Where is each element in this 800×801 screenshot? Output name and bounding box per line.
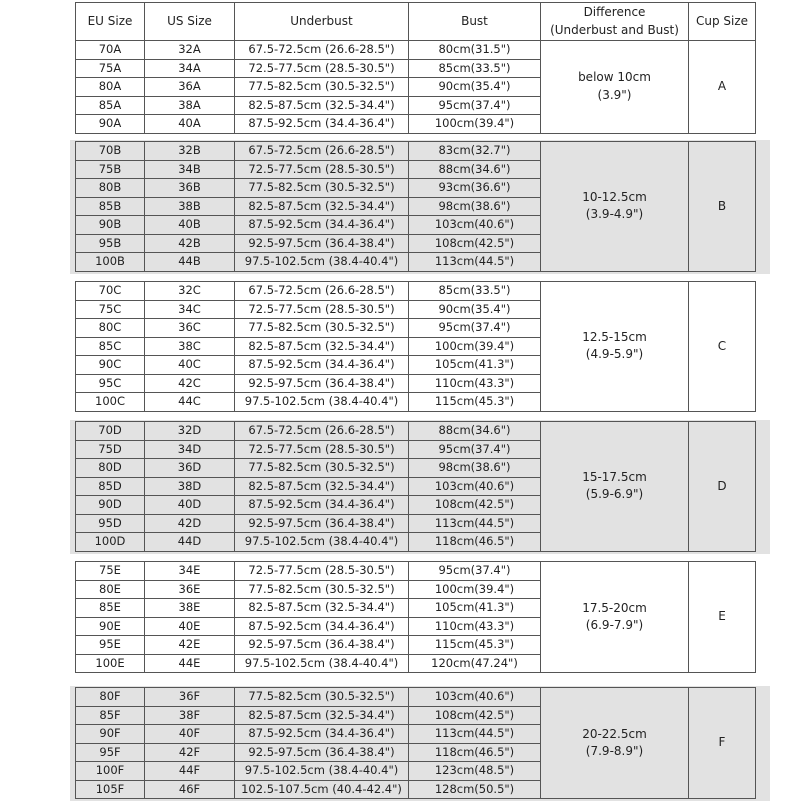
bust-cell: 80cm(31.5") (408, 40, 541, 60)
underbust-cell: 77.5-82.5cm (30.5-32.5") (234, 77, 409, 97)
underbust-cell: 72.5-77.5cm (28.5-30.5") (234, 300, 409, 320)
header-eu-size: EU Size (75, 2, 145, 41)
difference-cell: 17.5-20cm (6.9-7.9") (540, 561, 689, 673)
eu-size-cell: 90C (75, 355, 145, 375)
bust-cell: 88cm(34.6") (408, 160, 541, 180)
eu-size-cell: 100E (75, 654, 145, 674)
header-us-size: US Size (144, 2, 235, 41)
underbust-cell: 87.5-92.5cm (34.4-36.4") (234, 215, 409, 235)
underbust-cell: 92.5-97.5cm (36.4-38.4") (234, 743, 409, 763)
us-size-cell: 40A (144, 114, 235, 134)
us-size-cell: 44E (144, 654, 235, 674)
bust-cell: 95cm(37.4") (408, 561, 541, 581)
eu-size-cell: 70B (75, 141, 145, 161)
us-size-cell: 42F (144, 743, 235, 763)
eu-size-cell: 95B (75, 234, 145, 254)
us-size-cell: 42C (144, 374, 235, 394)
underbust-cell: 82.5-87.5cm (32.5-34.4") (234, 337, 409, 357)
eu-size-cell: 85E (75, 598, 145, 618)
underbust-cell: 82.5-87.5cm (32.5-34.4") (234, 477, 409, 497)
cup-size-cell: A (688, 40, 756, 134)
eu-size-cell: 70D (75, 421, 145, 441)
underbust-cell: 97.5-102.5cm (38.4-40.4") (234, 532, 409, 552)
us-size-cell: 44B (144, 252, 235, 272)
bust-cell: 98cm(38.6") (408, 197, 541, 217)
underbust-cell: 72.5-77.5cm (28.5-30.5") (234, 440, 409, 460)
underbust-cell: 92.5-97.5cm (36.4-38.4") (234, 635, 409, 655)
underbust-cell: 87.5-92.5cm (34.4-36.4") (234, 617, 409, 637)
underbust-cell: 72.5-77.5cm (28.5-30.5") (234, 59, 409, 79)
bust-cell: 105cm(41.3") (408, 355, 541, 375)
bust-cell: 90cm(35.4") (408, 300, 541, 320)
eu-size-cell: 75C (75, 300, 145, 320)
underbust-cell: 67.5-72.5cm (26.6-28.5") (234, 281, 409, 301)
underbust-cell: 92.5-97.5cm (36.4-38.4") (234, 374, 409, 394)
bust-cell: 88cm(34.6") (408, 421, 541, 441)
bust-cell: 113cm(44.5") (408, 514, 541, 534)
bust-cell: 113cm(44.5") (408, 724, 541, 744)
eu-size-cell: 85D (75, 477, 145, 497)
eu-size-cell: 85C (75, 337, 145, 357)
underbust-cell: 97.5-102.5cm (38.4-40.4") (234, 761, 409, 781)
bust-cell: 100cm(39.4") (408, 580, 541, 600)
us-size-cell: 36B (144, 178, 235, 198)
cup-size-cell: D (688, 421, 756, 552)
bust-cell: 123cm(48.5") (408, 761, 541, 781)
underbust-cell: 102.5-107.5cm (40.4-42.4") (234, 780, 409, 800)
difference-cell: 10-12.5cm (3.9-4.9") (540, 141, 689, 272)
us-size-cell: 40C (144, 355, 235, 375)
us-size-cell: 36A (144, 77, 235, 97)
bust-cell: 95cm(37.4") (408, 318, 541, 338)
us-size-cell: 38D (144, 477, 235, 497)
bust-cell: 95cm(37.4") (408, 96, 541, 116)
eu-size-cell: 80A (75, 77, 145, 97)
us-size-cell: 38E (144, 598, 235, 618)
bust-cell: 108cm(42.5") (408, 234, 541, 254)
eu-size-cell: 75D (75, 440, 145, 460)
eu-size-cell: 85F (75, 706, 145, 726)
underbust-cell: 67.5-72.5cm (26.6-28.5") (234, 421, 409, 441)
bust-cell: 115cm(45.3") (408, 635, 541, 655)
us-size-cell: 34E (144, 561, 235, 581)
underbust-cell: 97.5-102.5cm (38.4-40.4") (234, 654, 409, 674)
eu-size-cell: 95F (75, 743, 145, 763)
us-size-cell: 38B (144, 197, 235, 217)
bust-cell: 108cm(42.5") (408, 706, 541, 726)
underbust-cell: 77.5-82.5cm (30.5-32.5") (234, 580, 409, 600)
header-bust: Bust (408, 2, 541, 41)
us-size-cell: 32C (144, 281, 235, 301)
bust-cell: 85cm(33.5") (408, 281, 541, 301)
us-size-cell: 36D (144, 458, 235, 478)
eu-size-cell: 100C (75, 392, 145, 412)
eu-size-cell: 75A (75, 59, 145, 79)
cup-size-cell: E (688, 561, 756, 673)
underbust-cell: 77.5-82.5cm (30.5-32.5") (234, 458, 409, 478)
bust-cell: 110cm(43.3") (408, 617, 541, 637)
eu-size-cell: 80C (75, 318, 145, 338)
difference-cell: 15-17.5cm (5.9-6.9") (540, 421, 689, 552)
underbust-cell: 67.5-72.5cm (26.6-28.5") (234, 141, 409, 161)
eu-size-cell: 100F (75, 761, 145, 781)
bust-cell: 113cm(44.5") (408, 252, 541, 272)
underbust-cell: 82.5-87.5cm (32.5-34.4") (234, 598, 409, 618)
underbust-cell: 72.5-77.5cm (28.5-30.5") (234, 561, 409, 581)
underbust-cell: 87.5-92.5cm (34.4-36.4") (234, 495, 409, 515)
eu-size-cell: 85B (75, 197, 145, 217)
difference-cell: below 10cm (3.9") (540, 40, 689, 134)
eu-size-cell: 90A (75, 114, 145, 134)
underbust-cell: 82.5-87.5cm (32.5-34.4") (234, 197, 409, 217)
us-size-cell: 40F (144, 724, 235, 744)
us-size-cell: 40D (144, 495, 235, 515)
underbust-cell: 87.5-92.5cm (34.4-36.4") (234, 114, 409, 134)
eu-size-cell: 70C (75, 281, 145, 301)
eu-size-cell: 80B (75, 178, 145, 198)
us-size-cell: 38F (144, 706, 235, 726)
us-size-cell: 40E (144, 617, 235, 637)
us-size-cell: 36F (144, 687, 235, 707)
bust-cell: 128cm(50.5") (408, 780, 541, 800)
bust-cell: 118cm(46.5") (408, 532, 541, 552)
eu-size-cell: 100B (75, 252, 145, 272)
cup-size-cell: F (688, 687, 756, 799)
bust-cell: 118cm(46.5") (408, 743, 541, 763)
eu-size-cell: 80D (75, 458, 145, 478)
eu-size-cell: 105F (75, 780, 145, 800)
header-difference: Difference (Underbust and Bust) (540, 2, 689, 41)
cup-size-cell: B (688, 141, 756, 272)
underbust-cell: 77.5-82.5cm (30.5-32.5") (234, 318, 409, 338)
eu-size-cell: 95E (75, 635, 145, 655)
bust-cell: 103cm(40.6") (408, 477, 541, 497)
us-size-cell: 32B (144, 141, 235, 161)
underbust-cell: 82.5-87.5cm (32.5-34.4") (234, 706, 409, 726)
bust-cell: 103cm(40.6") (408, 215, 541, 235)
us-size-cell: 36E (144, 580, 235, 600)
eu-size-cell: 75B (75, 160, 145, 180)
eu-size-cell: 90D (75, 495, 145, 515)
bust-cell: 83cm(32.7") (408, 141, 541, 161)
us-size-cell: 38A (144, 96, 235, 116)
bust-cell: 100cm(39.4") (408, 337, 541, 357)
bust-cell: 93cm(36.6") (408, 178, 541, 198)
bust-cell: 90cm(35.4") (408, 77, 541, 97)
us-size-cell: 34D (144, 440, 235, 460)
bust-cell: 100cm(39.4") (408, 114, 541, 134)
us-size-cell: 34C (144, 300, 235, 320)
us-size-cell: 44D (144, 532, 235, 552)
bust-cell: 105cm(41.3") (408, 598, 541, 618)
difference-cell: 12.5-15cm (4.9-5.9") (540, 281, 689, 412)
us-size-cell: 44C (144, 392, 235, 412)
bust-cell: 103cm(40.6") (408, 687, 541, 707)
us-size-cell: 36C (144, 318, 235, 338)
eu-size-cell: 95D (75, 514, 145, 534)
eu-size-cell: 70A (75, 40, 145, 60)
underbust-cell: 77.5-82.5cm (30.5-32.5") (234, 687, 409, 707)
us-size-cell: 44F (144, 761, 235, 781)
bust-cell: 115cm(45.3") (408, 392, 541, 412)
eu-size-cell: 80E (75, 580, 145, 600)
underbust-cell: 87.5-92.5cm (34.4-36.4") (234, 355, 409, 375)
difference-cell: 20-22.5cm (7.9-8.9") (540, 687, 689, 799)
underbust-cell: 77.5-82.5cm (30.5-32.5") (234, 178, 409, 198)
bust-cell: 110cm(43.3") (408, 374, 541, 394)
us-size-cell: 40B (144, 215, 235, 235)
header-cup-size: Cup Size (688, 2, 756, 41)
underbust-cell: 92.5-97.5cm (36.4-38.4") (234, 514, 409, 534)
eu-size-cell: 90E (75, 617, 145, 637)
us-size-cell: 32D (144, 421, 235, 441)
us-size-cell: 46F (144, 780, 235, 800)
bust-cell: 108cm(42.5") (408, 495, 541, 515)
underbust-cell: 67.5-72.5cm (26.6-28.5") (234, 40, 409, 60)
eu-size-cell: 90B (75, 215, 145, 235)
eu-size-cell: 80F (75, 687, 145, 707)
eu-size-cell: 90F (75, 724, 145, 744)
header-underbust: Underbust (234, 2, 409, 41)
us-size-cell: 42D (144, 514, 235, 534)
eu-size-cell: 100D (75, 532, 145, 552)
us-size-cell: 34B (144, 160, 235, 180)
bust-cell: 120cm(47.24") (408, 654, 541, 674)
eu-size-cell: 85A (75, 96, 145, 116)
eu-size-cell: 95C (75, 374, 145, 394)
underbust-cell: 72.5-77.5cm (28.5-30.5") (234, 160, 409, 180)
eu-size-cell: 75E (75, 561, 145, 581)
cup-size-cell: C (688, 281, 756, 412)
us-size-cell: 42B (144, 234, 235, 254)
us-size-cell: 32A (144, 40, 235, 60)
underbust-cell: 97.5-102.5cm (38.4-40.4") (234, 252, 409, 272)
bust-cell: 98cm(38.6") (408, 458, 541, 478)
bust-cell: 85cm(33.5") (408, 59, 541, 79)
underbust-cell: 82.5-87.5cm (32.5-34.4") (234, 96, 409, 116)
underbust-cell: 97.5-102.5cm (38.4-40.4") (234, 392, 409, 412)
us-size-cell: 38C (144, 337, 235, 357)
us-size-cell: 34A (144, 59, 235, 79)
underbust-cell: 87.5-92.5cm (34.4-36.4") (234, 724, 409, 744)
underbust-cell: 92.5-97.5cm (36.4-38.4") (234, 234, 409, 254)
us-size-cell: 42E (144, 635, 235, 655)
bust-cell: 95cm(37.4") (408, 440, 541, 460)
